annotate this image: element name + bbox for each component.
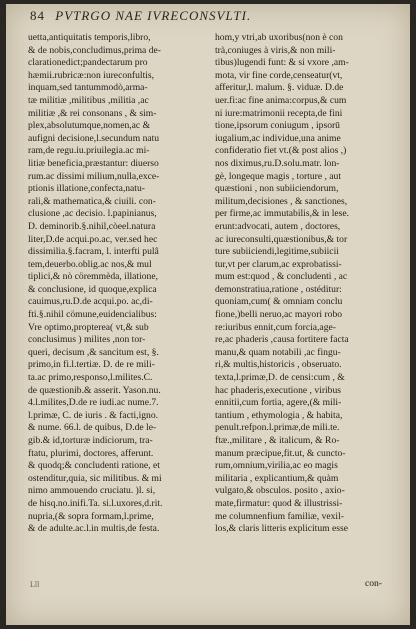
text-line: fti.§.nihil cömune,euidencialibus: — [28, 309, 157, 321]
text-line: nupria,(& sopra formam,l.prime, — [28, 510, 154, 522]
text-line: l.primæ, C. de iuris . & facti,igno. — [28, 409, 159, 421]
left-text-column — [28, 32, 206, 536]
text-line: manu,& quam notabili ,ac fingu- — [215, 346, 341, 358]
text-line: ture subiiciendi,legitime,subiicii — [215, 246, 339, 258]
text-line: cauimus,ru.D.de acqui.po. ac,di- — [28, 296, 153, 308]
text-line: ftatu, plurimi, doctores, afferunt. — [28, 447, 154, 459]
text-line: penult.refpon.l.primæ,de mili.te. — [215, 422, 340, 434]
text-line: tæ militiæ ,militibus ,militia ,ac — [28, 94, 149, 106]
text-line: de quæstionib.& asserit. Yason.nu. — [28, 384, 161, 396]
text-line: demonstratiua,ratione , ostéditur: — [215, 283, 342, 295]
text-line: de hisq.no.inifi.Ta. si.l.uxores,d.rit. — [28, 497, 163, 509]
text-line: ftæ.,militare , & italicum, & Ro- — [215, 435, 340, 446]
text-line: quæstioni , non subiiciendorum, — [215, 183, 339, 195]
text-line: tantium , ethymologia , & habita, — [215, 409, 343, 421]
text-line: gib.& id,torturæ indiciorum, tra- — [28, 435, 153, 446]
text-line: iugalium,ac individue,una anime — [215, 132, 341, 144]
signature-mark: Lll — [30, 580, 40, 589]
text-line: plex,absolutumque,nomen,ac & — [28, 120, 151, 132]
text-line: 4.l.milites,D.de re iudi.ac nume.7. — [28, 397, 159, 409]
text-line: vulgato,& obsculos. posito , axio- — [215, 485, 345, 497]
text-line: me columnenfium familiæ, vexil- — [215, 510, 344, 522]
text-line: aufigni decisione,l.secundum natu — [28, 132, 160, 144]
text-line: ac iureconsulti,quæstionibus,& tor — [215, 233, 348, 245]
text-line: uetta,antiquitatis temporis,libro, — [28, 32, 151, 43]
text-line: confideratio fiet vt.(& post alios ,) — [215, 145, 347, 157]
text-line: rum,omnium,virilia,ac eo magis — [215, 460, 338, 472]
text-line: ram,de regu.iu.priuilegia.ac mi- — [28, 145, 150, 157]
text-line: ostenditur,quia, sic militibus. & mi — [28, 472, 162, 484]
text-line: uer.fi:ac fine anima:corpus,& cum — [215, 94, 347, 106]
text-line: ennitii,cum fortia, agere,(& mili- — [215, 397, 342, 409]
catchword: con- — [364, 578, 382, 589]
text-line: tur,vt per clarum,ac exprobatissi- — [215, 258, 342, 270]
text-line: nos diximus,ru.D.solu.matr. lon- — [215, 157, 340, 169]
text-line: inquam,sed tantummodò,arma- — [28, 82, 148, 94]
text-line: fione,)belli neruo,ac mayori robo — [215, 309, 343, 321]
text-line: dissimilia.§.facram, l. interfti pulâ — [28, 246, 159, 258]
running-title: PVTRGO NAE IVRECONSVLTI. — [55, 8, 252, 23]
text-line: texta,l.primæ,D. de censi:cum , & — [215, 372, 345, 384]
text-line: nimo ammouendo cruciatu. )l. si, — [28, 485, 156, 497]
text-line: quoniam,cum( & omniam conclu — [215, 296, 343, 308]
text-line: manum præcipue,fit.ut, & cuncto- — [215, 447, 346, 459]
text-line: & nume. 66.l. de quibus, D.de le- — [28, 422, 157, 434]
text-line: hæmii.rubricæ:non iureconfultis, — [28, 69, 155, 81]
text-line: rali,& mathematica,& ciuili. con- — [28, 195, 156, 207]
text-line: hom,y vtri,ab uxoribus(non è con — [215, 32, 343, 43]
text-line: militaria , explicantium,& quàm — [215, 472, 339, 484]
text-line: hac phaderis,executione , viribus — [215, 384, 342, 396]
text-line: gè, longeque magis , torture , aut — [215, 170, 342, 182]
text-line: rum.ac dissimi milium,nulla,exce- — [28, 170, 160, 182]
text-line: mota, vir fine corde,censeatur(vt, — [215, 69, 343, 81]
folio-number: 84 — [30, 8, 45, 23]
text-line: trà,coniuges à viris,& non mili- — [215, 44, 336, 56]
text-line: clusione ,ac decisio. l.papinianus, — [28, 208, 157, 220]
text-line: re:iuribus ennit,cum forcia,age- — [215, 321, 336, 333]
text-line: erunt:advocati, autem , doctores, — [215, 220, 341, 232]
text-line: liter,D.de acqui.po.ac, ver.sed hec — [28, 233, 158, 245]
text-line: ta.ac primo,responso,l.milites.C. — [28, 372, 153, 384]
text-line: mum est:quod , & concludenti , ac — [215, 271, 348, 283]
text-line: primo,in fi.l.tertiæ. D. de re mili- — [28, 359, 155, 371]
book-page — [6, 4, 410, 625]
text-line: los,& claris litteris explicitum esse — [215, 523, 348, 535]
right-text-column — [215, 32, 393, 536]
text-line: conclusimus ) milites ,non tor- — [28, 334, 146, 346]
text-line: D. deminorib.§.nihil,còeel.natura — [28, 220, 156, 232]
text-line: militiæ ,& rei consonans , & sim- — [28, 107, 157, 119]
text-line: ri,& multis,historicis , obseruato. — [215, 359, 342, 371]
text-line: litiæ beneficia,præstantur: diuerso — [28, 157, 159, 169]
text-line: ni iure:matrimonii recepta,de fini — [215, 107, 343, 119]
text-line: & de nobis,concludimus,prima de- — [28, 44, 161, 56]
text-line: tibus)lugendi funt: & si vxore ,am- — [215, 57, 349, 69]
text-line: & de adulte.ac.l.in multis,de festa. — [28, 523, 160, 535]
text-line: per firme,ac immutabilis,& in lese. — [215, 208, 350, 220]
text-line: re,ac phaderis ,causa fortitere facta — [215, 334, 349, 346]
running-head — [30, 8, 390, 30]
text-line: ptionis illatione,confecta,natu- — [28, 183, 145, 195]
text-line: & conclusione, id quoque,explica — [28, 283, 157, 295]
text-line: afferitur,l. malum. §. viduæ. D.de — [215, 82, 344, 94]
text-line: tem,deuerbo.oblig.ac nos,& mul — [28, 258, 152, 270]
text-line: tione,ipsorum coniugum , ipsorū — [215, 120, 340, 132]
text-line: queri, decisum ,& sancitum est, §. — [28, 346, 159, 358]
text-line: mate,firmatur: quod & illustrissi- — [215, 497, 343, 509]
text-line: militum,decisiones , & sanctiones, — [215, 195, 348, 207]
text-line: clarationedict;pandectarum pro — [28, 57, 148, 69]
text-line: Vre optimo,propterea( vt,& sub — [28, 321, 149, 333]
text-line: tiplici,& nò cöremmèda, illatione, — [28, 271, 159, 283]
text-line: & quodq;& concludenti ratione, et — [28, 460, 160, 472]
